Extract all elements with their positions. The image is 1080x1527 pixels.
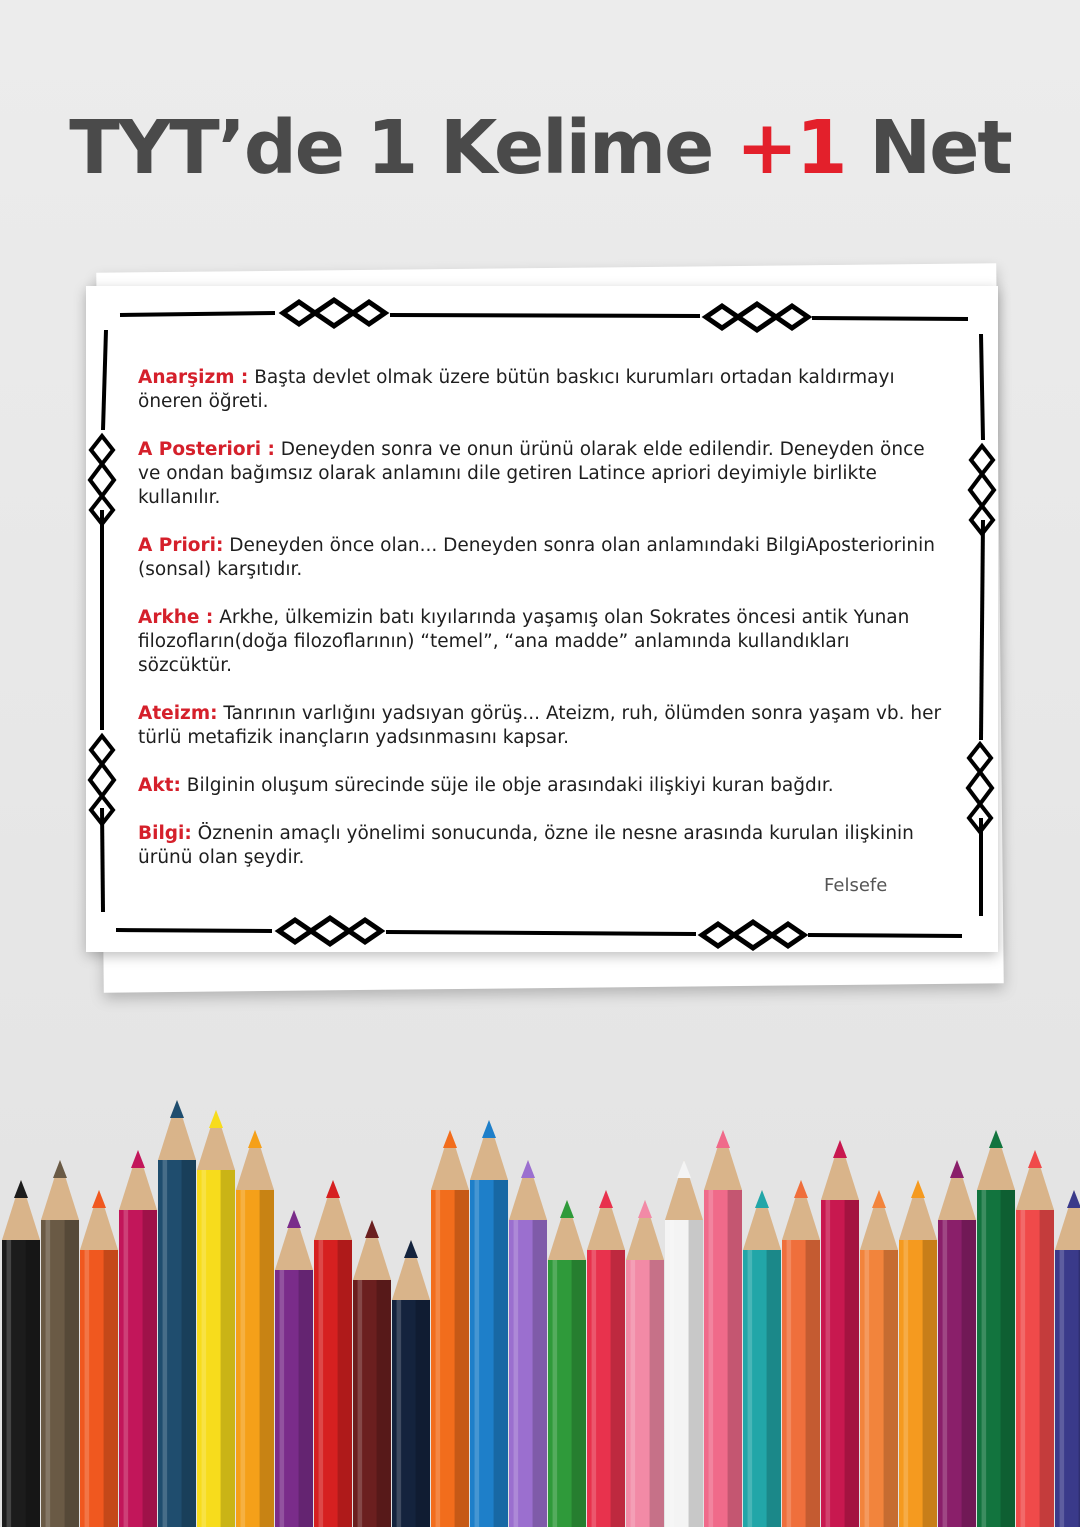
pencil	[236, 1130, 274, 1527]
pencil	[509, 1160, 547, 1527]
pencil-highlight	[943, 1220, 948, 1527]
pencil-lead	[365, 1220, 379, 1238]
pencil-shade	[104, 1250, 118, 1527]
pencil-highlight	[631, 1260, 636, 1527]
pencil-body	[1055, 1250, 1080, 1527]
pencil-lead	[989, 1130, 1003, 1148]
pencil-highlight	[280, 1270, 285, 1527]
entry-definition: Başta devlet olmak üzere bütün baskıcı kurumları ortadan kaldırmayı öneren öğreti.	[138, 367, 895, 412]
pencil	[977, 1130, 1015, 1527]
pencil-shade	[884, 1250, 898, 1527]
pencil-lead	[677, 1160, 691, 1178]
page-title	[0, 105, 1080, 191]
pencil	[275, 1210, 313, 1527]
entry-definition: Arkhe, ülkemizin batı kıyılarında yaşamış olan Sokrates öncesi antik Yunan filozofların(doğa filozoflarının) “temel”, “ana madde” anlamında kullandıkları sözcüktür.	[138, 607, 910, 676]
glossary	[138, 366, 948, 894]
pencil-shade	[767, 1250, 781, 1527]
pencil-lead	[560, 1200, 574, 1218]
pencil	[782, 1180, 820, 1527]
glossary-entry	[138, 822, 948, 870]
pencil-shade	[182, 1160, 196, 1527]
pencil-highlight	[748, 1250, 753, 1527]
pencil-highlight	[514, 1220, 519, 1527]
pencil-lead	[872, 1190, 886, 1208]
pencil-highlight	[1021, 1210, 1026, 1527]
entry-term: Bilgi:	[138, 823, 192, 844]
glossary-entry	[138, 366, 948, 414]
pencil-lead	[248, 1130, 262, 1148]
colored-pencils-image	[0, 1070, 1080, 1527]
pencil-lead	[599, 1190, 613, 1208]
entry-definition: Tanrının varlığını yadsıyan görüş... Ateizm, ruh, ölümden sonra yaşam vb. her türlü metafizik inançların yadsınmasını kapsar.	[138, 703, 942, 748]
pencil-shade	[923, 1240, 937, 1527]
pencil-shade	[533, 1220, 547, 1527]
pencil-shade	[1040, 1210, 1054, 1527]
entry-term: Akt:	[138, 775, 181, 796]
pencil	[665, 1160, 703, 1527]
glossary-entry	[138, 534, 948, 582]
pencil-lead	[287, 1210, 301, 1228]
pencil-highlight	[709, 1190, 714, 1527]
pencil-highlight	[1060, 1250, 1065, 1527]
pencil	[314, 1180, 352, 1527]
pencil-highlight	[787, 1240, 792, 1527]
pencil-highlight	[436, 1190, 441, 1527]
pencil-lead	[638, 1200, 652, 1218]
pencil	[431, 1130, 469, 1527]
pencil-highlight	[553, 1260, 558, 1527]
pencil-shade	[338, 1240, 352, 1527]
title-accent: +1	[736, 105, 846, 191]
pencil-highlight	[670, 1220, 675, 1527]
pencil-shade	[650, 1260, 664, 1527]
pencil-shade	[689, 1220, 703, 1527]
pencil	[548, 1200, 586, 1527]
pencil-lead	[443, 1130, 457, 1148]
pencil-shade	[416, 1300, 430, 1527]
subject-label: Felsefe	[824, 875, 888, 896]
pencil-lead	[1028, 1150, 1042, 1168]
title-text-end: Net	[845, 105, 1011, 191]
pencil-shade	[1001, 1190, 1015, 1527]
pencil-shade	[728, 1190, 742, 1527]
pencil-lead	[53, 1160, 67, 1178]
pencil-lead	[716, 1130, 730, 1148]
pencil-highlight	[982, 1190, 987, 1527]
pencil-shade	[962, 1220, 976, 1527]
pencil	[392, 1240, 430, 1527]
pencil-lead	[14, 1180, 28, 1198]
pencil	[821, 1140, 859, 1527]
entry-term: Arkhe :	[138, 607, 214, 628]
glossary-entry	[138, 702, 948, 750]
pencil-lead	[209, 1110, 223, 1128]
pencil-highlight	[397, 1300, 402, 1527]
pencil	[197, 1110, 235, 1527]
pencil-shade	[299, 1270, 313, 1527]
pencil-lead	[131, 1150, 145, 1168]
pencil-shade	[260, 1190, 274, 1527]
pencil	[2, 1180, 40, 1527]
pencil-highlight	[46, 1220, 51, 1527]
entry-term: Ateizm:	[138, 703, 218, 724]
pencil-shade	[611, 1250, 625, 1527]
pencil	[626, 1200, 664, 1527]
pencil-highlight	[475, 1180, 480, 1527]
pencil-lead	[755, 1190, 769, 1208]
entry-term: A Priori:	[138, 535, 224, 556]
glossary-entry	[138, 606, 948, 678]
pencil	[353, 1220, 391, 1527]
entry-definition: Bilginin oluşum sürecinde süje ile obje arasındaki ilişkiyi kuran bağdır.	[180, 775, 834, 796]
pencil-highlight	[85, 1250, 90, 1527]
pencil-highlight	[358, 1280, 363, 1527]
title-text: TYT’de 1 Kelime	[69, 105, 737, 191]
pencil	[860, 1190, 898, 1527]
pencil-lead	[1067, 1190, 1080, 1208]
pencil-highlight	[319, 1240, 324, 1527]
pencil	[899, 1180, 937, 1527]
pencil	[1055, 1190, 1080, 1527]
pencil-lead	[404, 1240, 418, 1258]
pencil-highlight	[163, 1160, 168, 1527]
pencil-shade	[494, 1180, 508, 1527]
pencil	[470, 1120, 508, 1527]
pencil-highlight	[202, 1170, 207, 1527]
pencil-shade	[572, 1260, 586, 1527]
pencil-highlight	[904, 1240, 909, 1527]
pencil-highlight	[826, 1200, 831, 1527]
pencil-shade	[845, 1200, 859, 1527]
pencil-shade	[377, 1280, 391, 1527]
pencil-lead	[833, 1140, 847, 1158]
pencil-lead	[482, 1120, 496, 1138]
pencil-shade	[221, 1170, 235, 1527]
pencil	[158, 1100, 196, 1527]
pencil	[41, 1160, 79, 1527]
pencil	[119, 1150, 157, 1527]
pencil	[743, 1190, 781, 1527]
pencil	[587, 1190, 625, 1527]
pencil-shade	[26, 1240, 40, 1527]
pencil	[704, 1130, 742, 1527]
entry-term: Anarşizm :	[138, 367, 249, 388]
entry-definition: Öznenin amaçlı yönelimi sonucunda, özne ile nesne arasında kurulan ilişkinin ürünü olan şeydir.	[138, 823, 914, 868]
pencil-lead	[950, 1160, 964, 1178]
pencil-lead	[170, 1100, 184, 1118]
entry-term: A Posteriori :	[138, 439, 275, 460]
pencil-highlight	[592, 1250, 597, 1527]
pencil	[1016, 1150, 1054, 1527]
pencil-lead	[911, 1180, 925, 1198]
pencil-highlight	[241, 1190, 246, 1527]
entry-definition: Deneyden sonra ve onun ürünü olarak elde edilendir. Deneyden önce ve ondan bağımsız olarak anlamını dile getiren Latince apriori deyimiyle birlikte kullanılır.	[138, 439, 925, 508]
pencil-lead	[326, 1180, 340, 1198]
pencil-highlight	[865, 1250, 870, 1527]
pencil-highlight	[124, 1210, 129, 1527]
pencil-shade	[65, 1220, 79, 1527]
pencil-shade	[143, 1210, 157, 1527]
pencil-lead	[521, 1160, 535, 1178]
glossary-entry	[138, 774, 948, 798]
pencil-highlight	[7, 1240, 12, 1527]
pencil-lead	[794, 1180, 808, 1198]
pencil-shade	[455, 1190, 469, 1527]
pencil-shade	[806, 1240, 820, 1527]
pencil-lead	[92, 1190, 106, 1208]
pencil	[938, 1160, 976, 1527]
entry-definition: Deneyden önce olan... Deneyden sonra olan anlamındaki BilgiAposteriorinin (sonsal) karşıtıdır.	[138, 535, 935, 580]
glossary-entry	[138, 438, 948, 510]
pencil	[80, 1190, 118, 1527]
